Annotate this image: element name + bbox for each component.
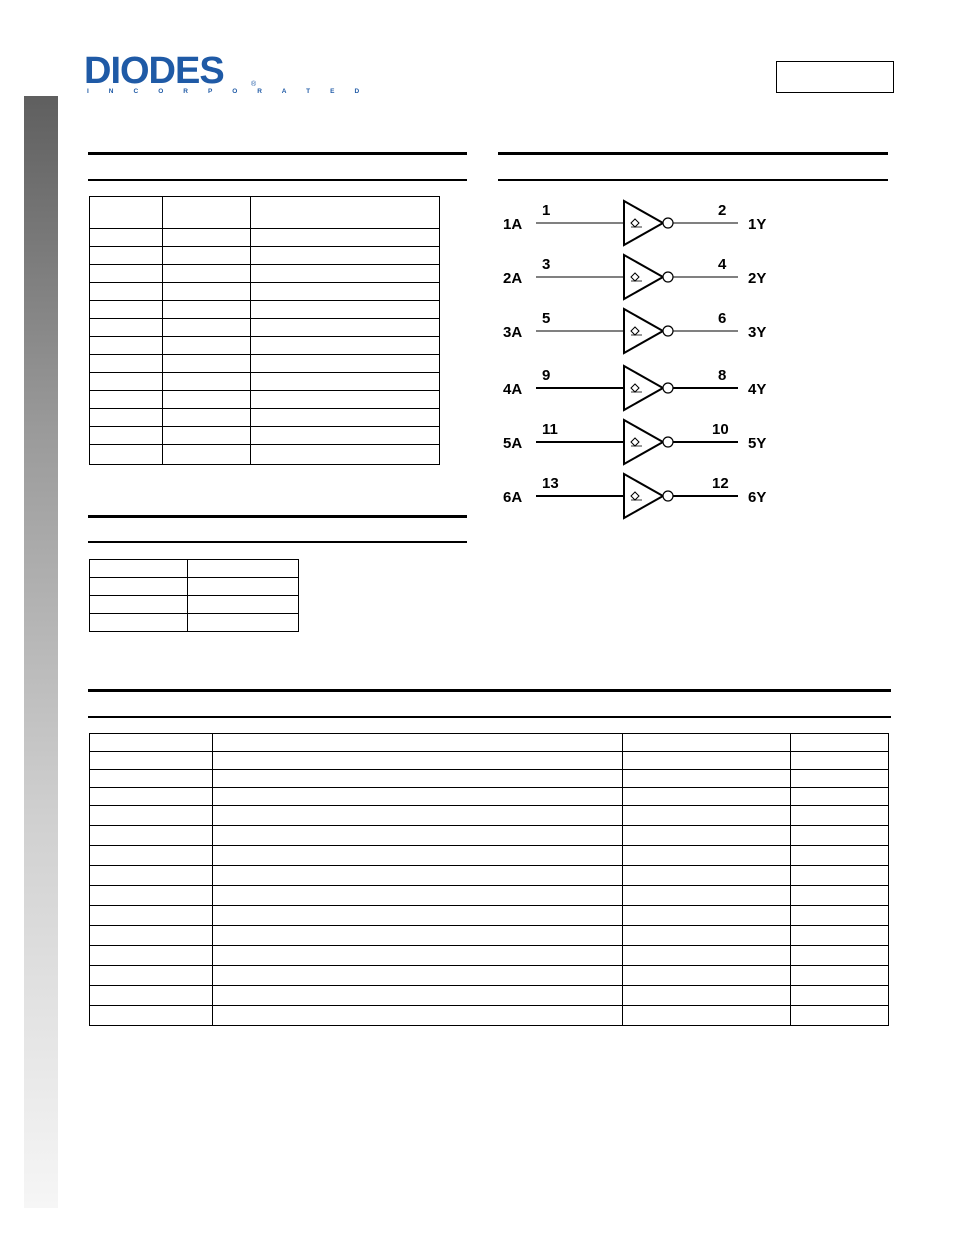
inversion-bubble bbox=[663, 218, 673, 228]
ratings-cell bbox=[791, 926, 889, 946]
pin-table-cell bbox=[90, 229, 163, 247]
ratings-cell bbox=[623, 906, 791, 926]
ratings-cell bbox=[791, 806, 889, 826]
ratings-cell bbox=[212, 788, 622, 806]
gate-input-pin: 9 bbox=[542, 367, 551, 384]
gate-output-pin: 6 bbox=[718, 310, 727, 327]
ratings-cell bbox=[791, 886, 889, 906]
gate-output-label: 3Y bbox=[748, 324, 767, 341]
ratings-cell bbox=[212, 770, 622, 788]
pin-table-cell bbox=[250, 265, 439, 283]
pin-table-cell bbox=[90, 265, 163, 283]
pin-table-cell bbox=[250, 247, 439, 265]
pin-table-cell bbox=[90, 247, 163, 265]
inversion-bubble bbox=[663, 383, 673, 393]
ratings-cell bbox=[791, 906, 889, 926]
pin-descriptions-rule-top bbox=[88, 152, 467, 155]
pin-table-cell bbox=[90, 391, 163, 409]
part-number-box bbox=[776, 61, 894, 93]
ratings-cell bbox=[90, 866, 213, 886]
pin-table-cell bbox=[250, 337, 439, 355]
ratings-cell bbox=[212, 946, 622, 966]
pin-table-cell bbox=[90, 427, 163, 445]
ratings-cell bbox=[90, 846, 213, 866]
function-table-cell bbox=[90, 578, 188, 596]
pin-table-header-cell bbox=[90, 197, 163, 229]
side-gradient-bar bbox=[24, 96, 58, 1208]
pin-table-cell bbox=[90, 445, 163, 465]
pin-table-cell bbox=[250, 229, 439, 247]
pin-table-cell bbox=[162, 283, 250, 301]
pin-table-cell bbox=[250, 391, 439, 409]
inverter-triangle bbox=[624, 474, 663, 518]
pin-table-cell bbox=[250, 301, 439, 319]
function-table-cell bbox=[187, 596, 298, 614]
ratings-cell bbox=[90, 1006, 213, 1026]
ratings-cell bbox=[791, 770, 889, 788]
gate-input-label: 2A bbox=[503, 270, 523, 287]
pin-table-cell bbox=[90, 283, 163, 301]
ratings-cell bbox=[212, 866, 622, 886]
ratings-cell bbox=[90, 826, 213, 846]
gate-output-pin: 8 bbox=[718, 367, 727, 384]
pin-table-cell bbox=[162, 391, 250, 409]
function-table-rule-top bbox=[88, 515, 467, 518]
ratings-cell bbox=[90, 806, 213, 826]
ratings-cell bbox=[623, 1006, 791, 1026]
pin-table-cell bbox=[162, 247, 250, 265]
ratings-cell bbox=[90, 946, 213, 966]
ratings-cell bbox=[623, 752, 791, 770]
pin-table-cell bbox=[162, 319, 250, 337]
pin-table-cell bbox=[162, 301, 250, 319]
ratings-rule-top bbox=[88, 689, 891, 692]
pin-table-cell bbox=[250, 409, 439, 427]
logo-subtext: I N C O R P O R A T E D bbox=[87, 88, 369, 95]
logic-diagram bbox=[498, 195, 798, 525]
pin-table-cell bbox=[162, 373, 250, 391]
ratings-cell bbox=[791, 986, 889, 1006]
ratings-rule-bottom bbox=[88, 716, 891, 718]
ratings-cell bbox=[791, 866, 889, 886]
gate-input-label: 4A bbox=[503, 381, 523, 398]
logic-diagram-rule-top bbox=[498, 152, 888, 155]
absolute-maximum-ratings-table bbox=[89, 733, 889, 1026]
ratings-cell bbox=[791, 946, 889, 966]
logo-wordmark: DIODES bbox=[84, 50, 224, 92]
function-table-cell bbox=[187, 560, 298, 578]
pin-table-cell bbox=[162, 337, 250, 355]
pin-table-cell bbox=[90, 301, 163, 319]
pin-table-cell bbox=[90, 355, 163, 373]
gate-input-label: 5A bbox=[503, 435, 523, 452]
pin-descriptions-rule-bottom bbox=[88, 179, 467, 181]
inverter-triangle bbox=[624, 255, 663, 299]
ratings-cell bbox=[212, 846, 622, 866]
ratings-cell bbox=[90, 752, 213, 770]
pin-table-cell bbox=[162, 445, 250, 465]
ratings-cell bbox=[90, 906, 213, 926]
pin-table-cell bbox=[250, 319, 439, 337]
gate-input-pin: 3 bbox=[542, 256, 551, 273]
pin-table-cell bbox=[162, 265, 250, 283]
gate-output-label: 5Y bbox=[748, 435, 767, 452]
ratings-cell bbox=[791, 826, 889, 846]
ratings-cell bbox=[212, 806, 622, 826]
ratings-cell bbox=[791, 734, 889, 752]
ratings-cell bbox=[623, 806, 791, 826]
ratings-cell bbox=[212, 886, 622, 906]
ratings-cell bbox=[623, 734, 791, 752]
gate-input-pin: 1 bbox=[542, 202, 551, 219]
function-table-cell bbox=[187, 614, 298, 632]
gate-input-label: 6A bbox=[503, 489, 523, 506]
ratings-cell bbox=[623, 926, 791, 946]
ratings-cell bbox=[90, 770, 213, 788]
logo-registered-mark: ® bbox=[251, 81, 257, 88]
gate-output-label: 2Y bbox=[748, 270, 767, 287]
pin-table-cell bbox=[162, 229, 250, 247]
ratings-cell bbox=[623, 886, 791, 906]
function-table-cell bbox=[187, 578, 298, 596]
pin-table-cell bbox=[250, 427, 439, 445]
ratings-cell bbox=[90, 926, 213, 946]
gate-output-pin: 12 bbox=[712, 475, 729, 492]
ratings-cell bbox=[623, 788, 791, 806]
ratings-cell bbox=[791, 788, 889, 806]
pin-table-cell bbox=[90, 319, 163, 337]
function-table-cell bbox=[90, 614, 188, 632]
inverter-triangle bbox=[624, 309, 663, 353]
gate-input-label: 3A bbox=[503, 324, 523, 341]
ratings-cell bbox=[791, 752, 889, 770]
inversion-bubble bbox=[663, 326, 673, 336]
gate-output-label: 4Y bbox=[748, 381, 767, 398]
ratings-cell bbox=[623, 826, 791, 846]
ratings-cell bbox=[791, 966, 889, 986]
gate-input-label: 1A bbox=[503, 216, 523, 233]
ratings-cell bbox=[212, 752, 622, 770]
pin-table-cell bbox=[250, 373, 439, 391]
gate-output-pin: 10 bbox=[712, 421, 729, 438]
ratings-cell bbox=[212, 1006, 622, 1026]
logic-diagram-rule-bottom bbox=[498, 179, 888, 181]
ratings-cell bbox=[90, 966, 213, 986]
ratings-cell bbox=[623, 946, 791, 966]
function-table-cell bbox=[90, 596, 188, 614]
pin-table-cell bbox=[90, 409, 163, 427]
gate-input-pin: 11 bbox=[542, 421, 558, 438]
ratings-cell bbox=[212, 906, 622, 926]
pin-table-header-cell bbox=[162, 197, 250, 229]
ratings-cell bbox=[90, 788, 213, 806]
ratings-cell bbox=[623, 770, 791, 788]
ratings-cell bbox=[90, 734, 213, 752]
inversion-bubble bbox=[663, 272, 673, 282]
function-table bbox=[89, 559, 299, 632]
ratings-cell bbox=[623, 846, 791, 866]
ratings-cell bbox=[791, 846, 889, 866]
ratings-cell bbox=[212, 734, 622, 752]
ratings-cell bbox=[212, 826, 622, 846]
ratings-cell bbox=[623, 866, 791, 886]
ratings-cell bbox=[791, 1006, 889, 1026]
pin-description-table bbox=[89, 196, 440, 465]
pin-table-cell bbox=[162, 409, 250, 427]
pin-table-cell bbox=[162, 355, 250, 373]
inversion-bubble bbox=[663, 437, 673, 447]
inverter-triangle bbox=[624, 420, 663, 464]
function-table-rule-bottom bbox=[88, 541, 467, 543]
gate-output-pin: 2 bbox=[718, 202, 727, 219]
pin-table-cell bbox=[90, 337, 163, 355]
pin-table-cell bbox=[162, 427, 250, 445]
ratings-cell bbox=[90, 986, 213, 1006]
gate-output-pin: 4 bbox=[718, 256, 727, 273]
ratings-cell bbox=[623, 966, 791, 986]
pin-table-cell bbox=[90, 373, 163, 391]
gate-output-label: 1Y bbox=[748, 216, 767, 233]
ratings-cell bbox=[623, 986, 791, 1006]
gate-output-label: 6Y bbox=[748, 489, 767, 506]
inversion-bubble bbox=[663, 491, 673, 501]
ratings-cell bbox=[90, 886, 213, 906]
pin-table-cell bbox=[250, 283, 439, 301]
diodes-logo bbox=[84, 50, 369, 98]
inverter-triangle bbox=[624, 201, 663, 245]
inverter-triangle bbox=[624, 366, 663, 410]
ratings-cell bbox=[212, 986, 622, 1006]
function-table-cell bbox=[90, 560, 188, 578]
pin-table-cell bbox=[250, 355, 439, 373]
ratings-cell bbox=[212, 966, 622, 986]
gate-input-pin: 5 bbox=[542, 310, 551, 327]
pin-table-header-cell bbox=[250, 197, 439, 229]
ratings-cell bbox=[212, 926, 622, 946]
pin-table-cell bbox=[250, 445, 439, 465]
gate-input-pin: 13 bbox=[542, 475, 559, 492]
